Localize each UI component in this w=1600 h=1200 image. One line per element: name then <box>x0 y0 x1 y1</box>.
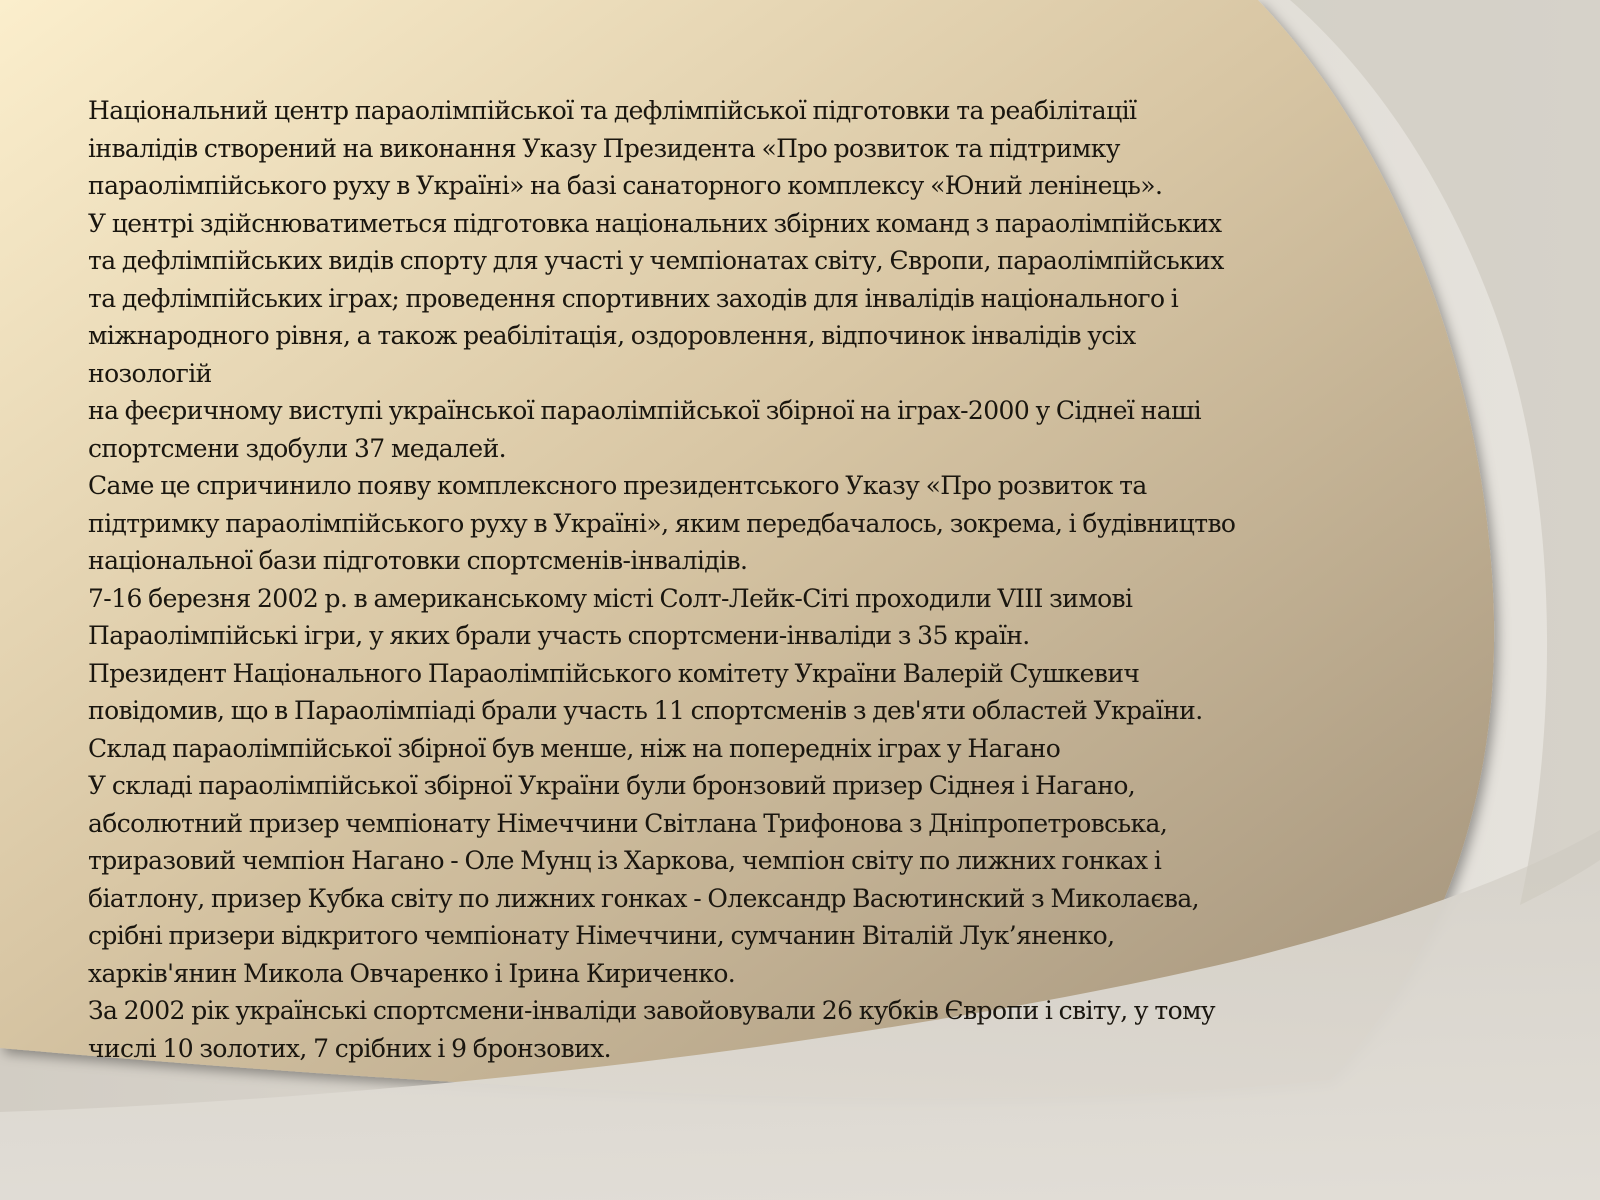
text-line: Параолімпійські ігри, у яких брали участь спортсмени-інваліди з 35 країн. <box>88 621 1030 650</box>
text-line: Саме це спричинило появу комплексного президентського Указу «Про розвиток та <box>88 471 1147 500</box>
text-line: біатлону, призер Кубка світу по лижних гонках - Олександр Васютинский з Миколаєва, <box>88 883 1200 913</box>
text-line: Президент Національного Параолімпійського комітету України Валерій Сушкевич <box>88 658 1140 688</box>
text-line: параолімпійського руху в Україні» на базі санаторного комплексу «Юний ленінець». <box>88 171 1163 200</box>
slide-text-body <box>88 92 1388 1067</box>
text-line: харків'янин Микола Овчаренко і Ірина Кириченко. <box>88 958 736 988</box>
text-line: та дефлімпійських іграх; проведення спортивних заходів для інвалідів національного і <box>88 283 1179 313</box>
text-line: срібні призери відкритого чемпіонату Німеччини, сумчанин Віталій Лук’яненко, <box>88 921 1115 950</box>
text-line: міжнародного рівня, а також реабілітація, оздоровлення, відпочинок інвалідів усіх <box>88 321 1136 350</box>
text-line: У складі параолімпійської збірної України були бронзовий призер Сіднея і Нагано, <box>88 771 1136 800</box>
text-line: інвалідів створений на виконання Указу Президента «Про розвиток та підтримку <box>88 133 1120 163</box>
text-line: За 2002 рік українські спортсмени-інваліди завойовували 26 кубків Європи і світу, у тому <box>88 996 1216 1025</box>
text-line: 7-16 березня 2002 р. в американському місті Солт-Лейк-Сіті проходили VIII зимові <box>88 583 1133 613</box>
text-line: Склад параолімпійської збірної був менше, ніж на попередніх іграх у Нагано <box>88 733 1061 763</box>
text-line: триразовий чемпіон Нагано - Оле Мунц із Харкова, чемпіон світу по лижних гонках і <box>88 846 1162 875</box>
text-line: числі 10 золотих, 7 срібних і 9 бронзових. <box>88 1033 611 1063</box>
text-line: нозологій <box>88 358 212 388</box>
text-line: та дефлімпійських видів спорту для участі у чемпіонатах світу, Європи, параолімпійських <box>88 246 1224 275</box>
text-line: У центрі здійснюватиметься підготовка національних збірних команд з параолімпійських <box>88 208 1222 238</box>
text-line: повідомив, що в Параолімпіаді брали участь 11 спортсменів з дев'яти областей України. <box>88 696 1203 725</box>
text-line: національної бази підготовки спортсменів-інвалідів. <box>88 546 748 575</box>
text-line: спортсмени здобули 37 медалей. <box>88 433 506 463</box>
text-line: на феєричному виступі української параолімпійської збірної на іграх-2000 у Сіднеї наші <box>88 396 1202 425</box>
text-line: підтримку параолімпійського руху в Україні», яким передбачалось, зокрема, і будівництво <box>88 508 1236 538</box>
text-line: Національний центр параолімпійської та дефлімпійської підготовки та реабілітації <box>88 96 1137 125</box>
text-line: абсолютний призер чемпіонату Німеччини Світлана Трифонова з Дніпропетровська, <box>88 808 1168 838</box>
